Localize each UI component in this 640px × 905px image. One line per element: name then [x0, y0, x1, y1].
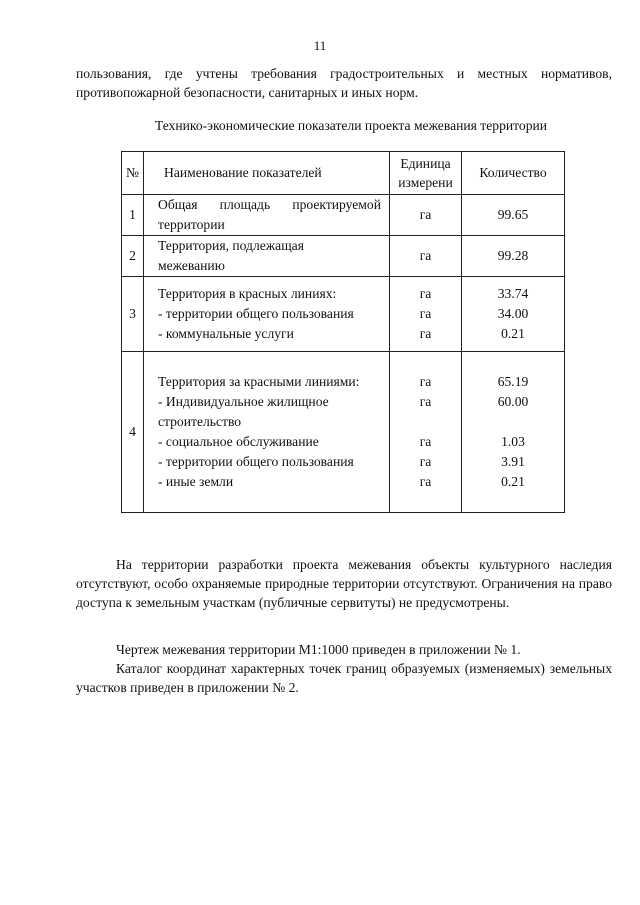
header-unit-line2: измерени	[398, 175, 453, 190]
table-row	[122, 195, 565, 236]
header-name: Наименование показателей	[144, 152, 390, 195]
row-name	[144, 277, 390, 352]
row-name-line2: межеванию	[158, 258, 225, 273]
row-name	[144, 236, 390, 277]
row-unit-line: га	[419, 394, 432, 409]
indicators-table	[121, 151, 565, 513]
row-qty	[462, 352, 565, 513]
row-unit-line: га	[419, 306, 432, 321]
row-num: 3	[122, 277, 144, 352]
row-name-line: - иные земли	[158, 474, 234, 489]
row-name-line: - территории общего пользования	[158, 306, 354, 321]
table-row	[122, 236, 565, 277]
header-unit-line1: Единица	[400, 156, 451, 171]
row-qty-line: 33.74	[497, 286, 529, 301]
row-name-line: Территория в красных линиях:	[158, 286, 337, 301]
row-unit	[390, 277, 462, 352]
row-name-line: - Индивидуальное жилищное строительство	[158, 394, 329, 429]
row-unit: га	[390, 236, 462, 277]
row-name-line: Территория за красными линиями:	[158, 374, 360, 389]
row-num: 1	[122, 195, 144, 236]
row-unit-line: га	[419, 374, 432, 389]
row-num: 2	[122, 236, 144, 277]
row-name-line: - территории общего пользования	[158, 454, 354, 469]
row-unit-line: га	[419, 454, 432, 469]
appendix-paragraph-block	[76, 640, 612, 697]
drawing-reference-paragraph: Чертеж межевания территории М1:1000 приведен в приложении № 1.	[116, 642, 521, 657]
row-qty-line: 1.03	[501, 434, 525, 449]
row-qty: 99.28	[462, 236, 565, 277]
row-name-line: - коммунальные услуги	[158, 326, 294, 341]
row-qty-line: 0.21	[501, 474, 525, 489]
table-row	[122, 277, 565, 352]
row-qty-line: 0.21	[501, 326, 525, 341]
row-qty-line: 34.00	[497, 306, 529, 321]
row-name-line: - социальное обслуживание	[158, 434, 319, 449]
row-qty-line: 60.00	[497, 394, 529, 409]
header-num: №	[122, 152, 144, 195]
table-header-row	[122, 152, 565, 195]
row-unit	[390, 352, 462, 513]
row-num: 4	[122, 352, 144, 513]
row-qty	[462, 277, 565, 352]
row-unit: га	[390, 195, 462, 236]
row-unit-line: га	[419, 286, 432, 301]
heritage-paragraph-block	[76, 555, 612, 612]
row-qty-spacer	[462, 412, 564, 432]
row-unit-line: га	[419, 434, 432, 449]
intro-paragraph: пользования, где учтены требования градостроительных и местных нормативов, противопожарной безопасности, санитарных и иных норм.	[76, 66, 612, 100]
page-number: 11	[313, 38, 327, 53]
row-name	[144, 352, 390, 513]
row-qty-line: 65.19	[497, 374, 529, 389]
row-unit-line: га	[419, 326, 432, 341]
table-title: Технико-экономические показатели проекта межевания территории	[154, 118, 548, 133]
row-qty: 99.65	[462, 195, 565, 236]
heritage-paragraph: На территории разработки проекта межевания объекты культурного наследия отсутствуют, особо охраняемые природные территории отсутствуют. Ограничения на право доступа к земельным участкам (публичные сервитуты) не предусмотрены.	[76, 557, 612, 610]
row-name-line1: Территория, подлежащая	[158, 238, 304, 253]
row-qty-line: 3.91	[501, 454, 525, 469]
header-qty: Количество	[462, 152, 565, 195]
header-unit	[390, 152, 462, 195]
row-unit-line: га	[419, 474, 432, 489]
table-row	[122, 352, 565, 513]
coordinates-reference-paragraph: Каталог координат характерных точек границ образуемых (изменяемых) земельных участков приведен в приложении № 2.	[76, 661, 612, 695]
row-name: Общая площадь проектируемой территории	[144, 195, 390, 236]
row-unit-spacer	[390, 412, 461, 432]
